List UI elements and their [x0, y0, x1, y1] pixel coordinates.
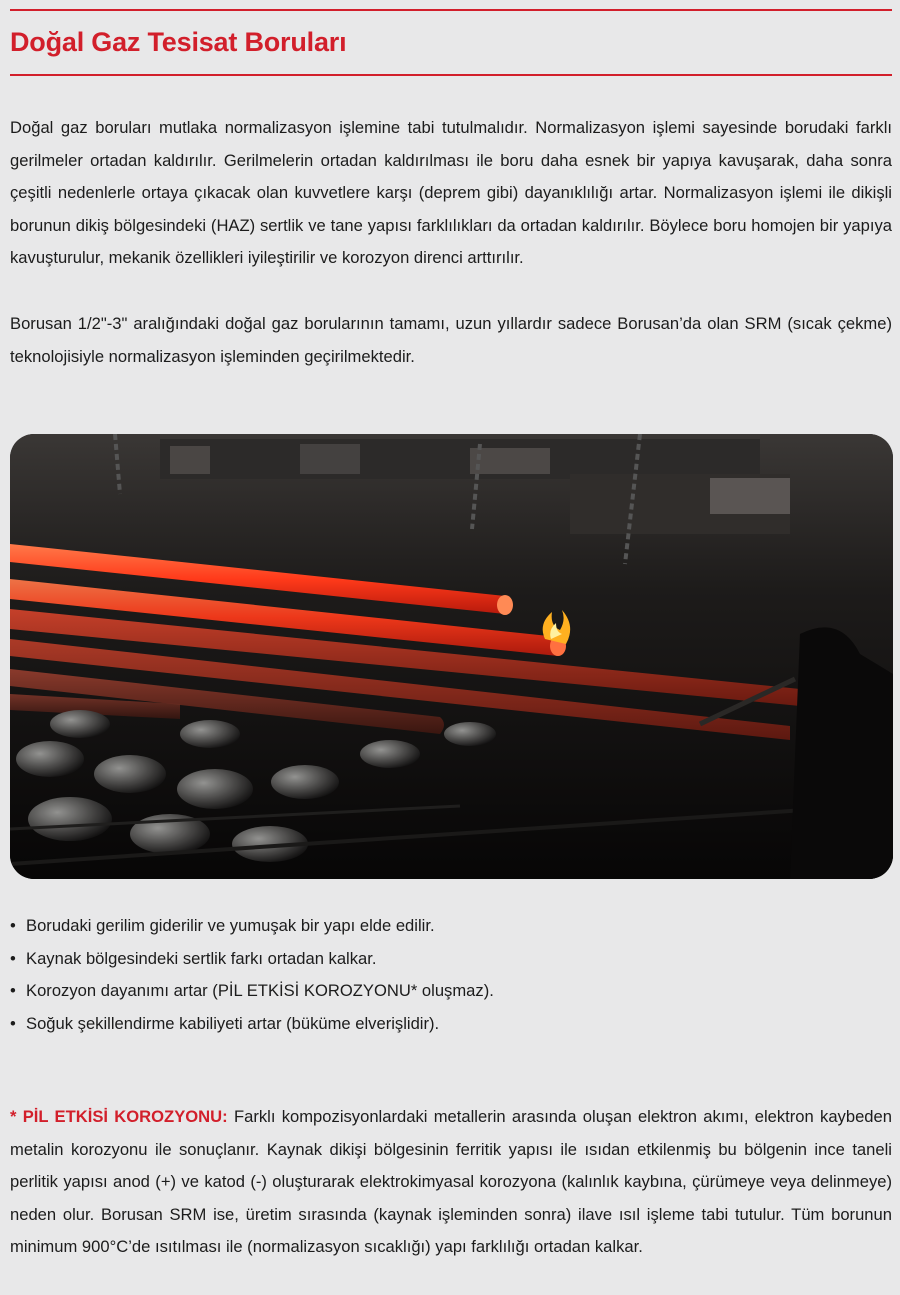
note-text: Farklı kompozisyonlardaki metallerin arasında oluşan elektron akımı, elektron kaybeden metalin korozyonu ile sonuçlanır. Kaynak dikişi bölgesinin ferritik yapısı ile ısıdan etkilenmiş bu bölgenin ince taneli perlitik yapısı anod (+) ve katod (-) oluşturarak elektrokimyasal korozyona (kalınlık kaybına, çürümeye veya delinmeye) neden olur. Borusan SRM ise, üretim sırasında (kaynak işleminden sonra) ilave ısıl işleme tabi tutulur. Tüm borunun minimum 900°C’de ısıtılması ile (normalizasyon sıcaklığı) yapı farklılığı ortadan kalkar. [10, 1107, 892, 1257]
list-item-text: Korozyon dayanımı artar (PİL ETKİSİ KOROZYONU* oluşmaz). [26, 981, 494, 1001]
bullet-marker: • [10, 981, 16, 1001]
list-item [10, 975, 494, 1008]
corrosion-note [10, 1101, 892, 1264]
list-item-text: Kaynak bölgesindeki sertlik farkı ortadan kalkar. [26, 948, 377, 968]
top-rule [10, 9, 892, 11]
hot-pipes-illustration [10, 434, 893, 879]
page-title: Doğal Gaz Tesisat Boruları [10, 27, 347, 57]
bullet-marker: • [10, 1013, 16, 1033]
note-label: * PİL ETKİSİ KOROZYONU: [10, 1107, 228, 1126]
intro-paragraph-2: Borusan 1/2"-3" aralığındaki doğal gaz borularının tamamı, uzun yıllardır sadece Borusan’da olan SRM (sıcak çekme) teknolojisiyle normalizasyon işleminden geçirilmektedir. [10, 314, 892, 366]
list-item [10, 910, 494, 943]
bullet-marker: • [10, 916, 16, 935]
bullet-marker: • [10, 948, 16, 968]
list-item-text: Borudaki gerilim giderilir ve yumuşak bir yapı elde edilir. [26, 916, 435, 935]
intro-paragraph-1: Doğal gaz boruları mutlaka normalizasyon işlemine tabi tutulmalıdır. Normalizasyon işlemi sayesinde borudaki farklı gerilmeler ortadan kaldırılır. Gerilmelerin ortadan kaldırılması ile boru daha esnek bir yapıya kavuşarak, daha sonra çeşitli nedenlerle ortaya çıkacak olan kuvvetlere karşı (deprem gibi) dayanıklılığı artar. Normalizasyon işlemi ile dikişli borunun dikiş bölgesindeki (HAZ) sertlik ve tane yapısı farklılıkları da ortadan kaldırılır. Böylece boru homojen bir yapıya kavuşturulur, mekanik özellikleri iyileştirilir ve korozyon direnci arttırılır. [10, 118, 892, 268]
list-item [10, 1008, 494, 1041]
hot-pipes-photo [10, 434, 893, 879]
title-underline [10, 74, 892, 76]
list-item [10, 943, 494, 976]
list-item-text: Soğuk şekillendirme kabiliyeti artar (büküme elverişlidir). [26, 1013, 440, 1033]
benefit-list [10, 910, 494, 1040]
